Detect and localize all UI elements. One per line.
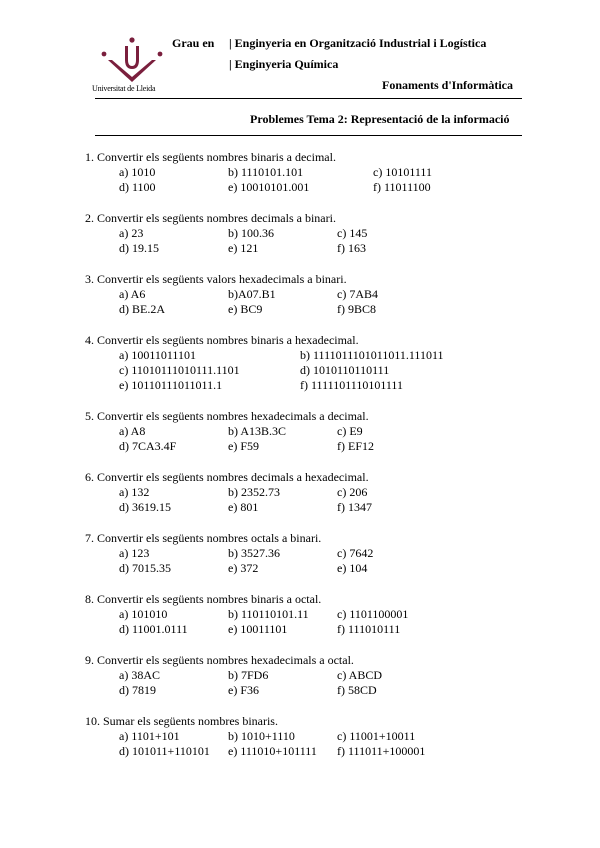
option: d) 1100 <box>119 180 156 194</box>
grau-label: Grau en <box>172 36 215 50</box>
option: c) ABCD <box>337 668 382 682</box>
question-7 <box>85 531 525 576</box>
option: d) 19.15 <box>119 241 159 255</box>
question-4 <box>85 333 525 393</box>
option: a) 10011011101 <box>119 348 196 362</box>
option: f) 9BC8 <box>337 302 376 316</box>
option: b)A07.B1 <box>228 287 276 301</box>
question-9 <box>85 653 525 698</box>
question-title: 1. Convertir els següents nombres binaris a decimal. <box>85 150 336 164</box>
option: c) 7AB4 <box>337 287 378 301</box>
option: a) 101010 <box>119 607 168 621</box>
question-title: 2. Convertir els següents nombres decimals a binari. <box>85 211 336 225</box>
option: b) A13B.3C <box>228 424 287 438</box>
option: b) 1111011101011011.111011 <box>300 348 444 362</box>
question-title: 10. Sumar els següents nombres binaris. <box>85 714 278 728</box>
option: f) 11011100 <box>373 180 431 194</box>
question-title: 7. Convertir els següents nombres octals a binari. <box>85 531 322 545</box>
option: d) 11001.0111 <box>119 622 188 636</box>
option: c) E9 <box>337 424 363 438</box>
option: b) 110110101.11 <box>228 607 309 621</box>
option: a) 38AC <box>119 668 160 682</box>
option: e) 801 <box>228 500 259 514</box>
option: a) A6 <box>119 287 146 301</box>
option: f) 111010111 <box>337 622 401 636</box>
option: e) 121 <box>228 241 259 255</box>
option: a) A8 <box>119 424 146 438</box>
option: e) 111010+101111 <box>228 744 317 758</box>
option: e) 10110111011011.1 <box>119 378 223 392</box>
option: c) 206 <box>337 485 368 499</box>
question-title: 9. Convertir els següents nombres hexadecimals a octal. <box>85 653 354 667</box>
option: e) 10011101 <box>228 622 288 636</box>
option: c) 1101100001 <box>337 607 409 621</box>
option: c) 7642 <box>337 546 374 560</box>
question-2 <box>85 211 525 256</box>
option: d) 101011+110101 <box>119 744 210 758</box>
option: f) 1111101110101111 <box>300 378 403 392</box>
option: b) 2352.73 <box>228 485 280 499</box>
question-10 <box>85 714 525 759</box>
degree-chemical: | Enginyeria Química <box>229 57 339 71</box>
option: e) 372 <box>228 561 259 575</box>
option: d) 1010110110111 <box>300 363 390 377</box>
option: c) 145 <box>337 226 368 240</box>
question-6 <box>85 470 525 515</box>
option: e) 10010101.001 <box>228 180 310 194</box>
question-title: 3. Convertir els següents valors hexadecimals a binari. <box>85 272 347 286</box>
option: d) 7015.35 <box>119 561 171 575</box>
course-title: Fonaments d'Informàtica <box>382 78 513 92</box>
option: c) 11001+10011 <box>337 729 416 743</box>
option: e) F36 <box>228 683 259 697</box>
question-title: 6. Convertir els següents nombres decimals a hexadecimal. <box>85 470 369 484</box>
option: f) 163 <box>337 241 366 255</box>
question-title: 4. Convertir els següents nombres binaris a hexadecimal. <box>85 333 359 347</box>
option: c) 10101111 <box>373 165 432 179</box>
header-rule-top <box>95 98 522 99</box>
option: d) BE.2A <box>119 302 165 316</box>
question-1 <box>85 150 525 195</box>
question-8 <box>85 592 525 637</box>
question-title: 8. Convertir els següents nombres binaris a octal. <box>85 592 322 606</box>
question-title: 5. Convertir els següents nombres hexadecimals a decimal. <box>85 409 369 423</box>
option: b) 3527.36 <box>228 546 280 560</box>
option: f) 58CD <box>337 683 377 697</box>
logo-caption: Universitat de Lleida <box>92 84 156 93</box>
option: d) 3619.15 <box>119 500 171 514</box>
option: b) 7FD6 <box>228 668 269 682</box>
option: c) 11010111010111.1101 <box>119 363 240 377</box>
option: b) 100.36 <box>228 226 274 240</box>
option: f) 1347 <box>337 500 372 514</box>
degree-industrial: | Enginyeria en Organització Industrial i Logística <box>229 36 487 50</box>
question-3 <box>85 272 525 317</box>
option: e) BC9 <box>228 302 263 316</box>
option: f) EF12 <box>337 439 374 453</box>
option: b) 1010+1110 <box>228 729 295 743</box>
option: a) 1010 <box>119 165 156 179</box>
header-rule-bottom <box>95 135 522 136</box>
option: a) 1101+101 <box>119 729 180 743</box>
option: d) 7CA3.4F <box>119 439 177 453</box>
option: a) 132 <box>119 485 150 499</box>
problems-list <box>85 150 525 775</box>
topic-title: Problemes Tema 2: Representació de la informació <box>250 112 510 126</box>
option: b) 1110101.101 <box>228 165 304 179</box>
option: e) 104 <box>337 561 368 575</box>
option: d) 7819 <box>119 683 156 697</box>
option: a) 123 <box>119 546 150 560</box>
option: f) 111011+100001 <box>337 744 426 758</box>
option: a) 23 <box>119 226 144 240</box>
question-5 <box>85 409 525 454</box>
option: e) F59 <box>228 439 259 453</box>
